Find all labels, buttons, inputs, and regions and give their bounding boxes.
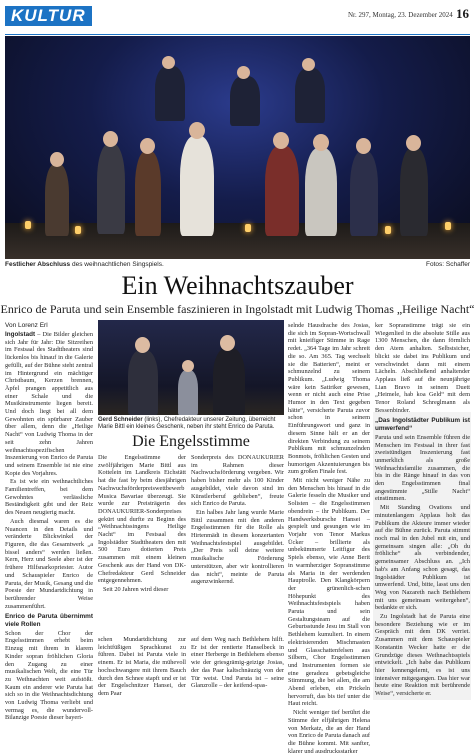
main-photo	[5, 36, 470, 259]
sidebar-headline: Die Engelsstimme	[132, 433, 250, 450]
paragraph: Mit nicht weniger Nähe zu den Menschen bis hinauf in die Galerie fesseln die Musiker und Solisten – die Engelsstimmen obendrein – ihr Publikum. Der Handwerksbursche Hansei – gespielt und gesungen wie im Vorjahr von Tenor Markus Ücker – brillierte als unbekümmerte Leitfigur des Spiels ebenso, wie Anne Berit in warmherziger Sopranstimme als Maria in der werdenden Hauptrolle. Den Klangkörpern der grünenlich-schen Höhepunkt des Weihnachtsfestspiels haben Paruta und sein Gestaltungsteam auf die Geburtsstunde Jesu im Stall von Bethlehem kumuliert. In einem elektrisierenden Mischmasten und Glasschattenfelsen aus Silbern, Chor Engelsstimmen und Instrumenten formen sie eine geradezu gebetsgleiche Stimmung, die bei allen, die am Abend erleben, ein Prickeln hervorruft, das bis tief unter die Haut reicht.	[288, 477, 370, 708]
lantern	[445, 222, 451, 230]
article-column-2	[98, 636, 186, 700]
paragraph: Sonderpreis des DONAUKURIER im Rahmen dieser Nachwuchsförderung vergeben. Wir haben bisher mehr als 100 Kinder ausgebildet, viele davon sind im Künstlerberuf geblieben“, freute sich Enrico de Paruta.	[191, 454, 284, 508]
paragraph: Seit 20 Jahren wird dieser	[103, 585, 169, 593]
paragraph: auf dem Weg nach Bethlehem hilft. Er ist der rentierte Hanselbeck in einer Herberge in Bethlehem ebenso wie der griesgrämig-geizige Josias, der das Paar kaltschnäuzig von der Tür weist. Und Paruta ist – seine Glanzrolle – der keifend-spas-	[191, 636, 284, 690]
paragraph: Die Engelsstimme der zwölfjährigen Marie Bittl aus Kottelein im Landkreis Eichstätt hat die fast by beim diesjährigen Nachwuchsförderpreiswettbewerb Musica Bavariae überzeugt. Sie wurde zur Preisträgerin des DONAUKURIER-Sonderpreises gekürt und durfte zu Beginn des „Weihnachtssingens Heilige Nacht“ im Festsaal des Ingolstädter Stadttheaters den mit 500 Euro dotierten Preis zusammen mit einem kleinen Geschenk aus der Hand von DK-Chefredakteur Gerd Schneider entgegennehmen.	[98, 454, 186, 585]
performer-figure	[97, 144, 125, 234]
person-figure	[213, 348, 245, 415]
paragraph: Nicht weniger tief berührt die Stimme der elfjährigen Helena von Merkatz, die an der Hand von Enrico de Paruta danach auf die Bühne kommt. Mit sanfter, klarer und ausdrucksstarker	[288, 709, 371, 755]
sidebar-column-2	[191, 454, 284, 634]
paragraph: – Die Bilder gleichen sich Jahr für Jahr: Die Sitzreihen im Festsaal des Stadttheaters sind lückenlos bis hinauf in die Galerie gefüllt, auf der Bühne steht zentral im Hintergrund ein mächtiger Christbaum, Kerzen brennen, Äpfel prangen appetitlich aus einer Schale und die Musikinstrumente liegen bereit. Und doch liegt bei all dem Gewohnten ein spürbarer Zauber über allem, denn die „Heilige Nacht“ von Ludwig Thoma in der seit zehn Jahren weihnachtsspezifischen Inszenierung von Enrico de Paruta und seinem Ensemble ist nie eine Kopie des Vorjahres.	[5, 331, 93, 477]
caption-text: (links), Chefredakteur unserer Zeitung, überreicht Marie Bittl ein kleines Geschenk, neben ihr steht Enrico de Paruta.	[98, 417, 276, 430]
issue-line: Nr. 297, Montag, 23. Dezember 2024	[348, 11, 453, 19]
article-column-3	[191, 636, 284, 700]
performer-figure	[180, 136, 214, 236]
person-head	[135, 337, 150, 353]
performer-figure	[400, 148, 428, 236]
performer-figure	[350, 151, 378, 236]
article-column-5	[375, 322, 470, 700]
musician-figure	[295, 68, 325, 123]
author-byline: Von Lorenz Erl	[5, 322, 48, 329]
person-head	[220, 335, 235, 351]
caption-text: des weihnachtlichen Singspiels.	[71, 261, 164, 268]
paragraph: Schon der Chor der Engelsstimmen erhebt beim Einzug mit ihrem in klarem Kinder sopran fröhlichen Gloria den Zugang zu einer musikalischen Welt, die eine Tür zu Weihnachten weit aufstößt. Kaum ein anderer wie Paruta hat sich so in die Weihnachtsdichtung von Ludwig Thoma verliebt und vermag es, die wundervoll-Bilanzige Poesie dieser bayeri-	[5, 629, 93, 722]
page-header	[0, 0, 475, 34]
article-headline: Ein Weihnachtszauber	[121, 271, 354, 300]
paragraph: ker Sopranstimme trägt sie ein Wiegenlied in die absolute Stille aus 1300 Menschen, die dann förmlich den Atem anhalten. Selbstsicher, blickt sie dabei ins Publikum und verschwindet dann mit einem Lächeln. Abschließend anhaltender Applaus ließ auf die neunjährige Lian Bravo in seinem Duett „Heimele, hab koa Geld“ mit dem Tenor Roland Schreglmann als Bessenbinder.	[375, 322, 470, 414]
dateline: Ingolstadt	[5, 331, 36, 338]
main-photo-caption	[5, 261, 470, 268]
paragraph: Es ist wie ein weihnachtliches Familientreffen, bei dem Gewohntes verlässliche Beständigkeit gibt und der Reiz des Neuen neugierig macht.	[5, 478, 93, 517]
caption-lead: Festlicher Abschluss	[5, 261, 71, 268]
musician-head	[237, 66, 250, 79]
performer-head	[140, 138, 155, 154]
subheading: „Das Ingolstädter Publikum ist umwerfend“	[375, 417, 470, 433]
paragraph: schen Mundartdichtung zur leichtfüßigen Sprachkunst zu führen. Dabei ist Paruta viele in einem. Er ist Maria, die mühevoll hochschwangere mit ihrem Bauch durch den Schnee stapft und er ist der Engelschnitzer Hansei, der dem Paar	[98, 636, 186, 697]
musician-head	[162, 56, 175, 69]
caption-lead: Gerd Schneider	[98, 417, 143, 423]
article-column-1	[5, 331, 93, 722]
paragraph: Zu Ingolstadt hat de Paruta eine besondere Beziehung wie er im Gespräch mit dem DK verriet. Zusammen mit dem Schauspieler Konstantin Wecker hatte er die Grundzüge dieses Weihnachtsspiels entwickelt. „Ich habe das Publikum hier kennengelernt, es ist uns intensiver mitgegangen. Das hier war heute eine Reaktion mit berührende Weise“, versicherte er.	[375, 613, 470, 698]
person-head	[182, 360, 194, 372]
performer-head	[356, 138, 371, 154]
page-number: 16	[456, 6, 469, 21]
performer-figure	[265, 146, 299, 236]
performer-head	[406, 135, 421, 151]
performer-head	[189, 122, 205, 139]
performer-head	[50, 152, 64, 167]
photo-credit: Fotos: Schaffer	[426, 261, 470, 268]
musician-head	[302, 58, 315, 71]
performer-figure	[305, 148, 337, 236]
award-photo	[98, 320, 284, 415]
paragraph: selnde Hausdrache des Josias, die sich im Sopran-Wortschwall mit knieifiger Stimme in Rage redet. „364 Tage im Jahr schreit die so. Am 365. Tag wechselt sie die Batterien“, meint er schmunzelnd zu seinem Publikum. „Ludwig Thoma wäre kein Satiriker gewesen, wenn er nicht auch eine Prise Humor in den Text gegeben hätte“, versicherte Paruta zuvor schon in seinem Einführungswort und ganz in diesem Sinne hält er an der direkten Verbindung zu seinem Publikum mit schmunzelnden Bonmots, fröhlichen Gesten und humorigen Akzentuierungen bis zum großen Finale fest.	[288, 322, 370, 476]
performer-figure	[135, 151, 161, 236]
paragraph: Auch diesmal waren es die Nuancen in den Details und veränderte Blickwinkel der Figuren, die das Gesamtwerk „a bissel anders“ werden ließen. Kern, Herz und Seele aber ist der frühere Hilfsnarkopriester. Autor und Schauspieler Enrico de Paruta, der Musik, Gesang und die Poesie der Mundartdichtung in berührender Weise zusammenführt.	[5, 517, 93, 610]
performer-figure	[45, 164, 69, 236]
lantern	[385, 226, 391, 234]
article-column-4	[288, 322, 371, 755]
person-figure	[128, 350, 158, 415]
paragraph: Ein halbes Jahr lang wurde Marie Bittl zusammen mit den anderen Engelsstimmen für die Rolle als Hirtenmädi in diesem konzertanten Weihnachtsfestspiel ausgebildet. „Der Preis soll deine weitere musikalische Förderung unterstützen, aber wir kontrollieren das nicht“, meinte de Paruta augenzwinkernd.	[191, 508, 284, 586]
lantern	[75, 226, 81, 234]
musician-figure	[230, 76, 260, 126]
performer-head	[103, 131, 118, 147]
award-photo-caption	[98, 417, 284, 431]
header-rule	[5, 34, 470, 35]
subheading: Enrico de Paruta übernimmt viele Rollen	[5, 613, 93, 629]
lantern	[245, 224, 251, 232]
performer-head	[313, 134, 329, 151]
musician-figure	[155, 66, 185, 121]
person-figure	[178, 370, 198, 415]
paragraph: Paruta und sein Ensemble führen die Menschen im Festsaal in ihrer fast zweistündigen Inszenierung fast unmerklich als große Weihnachtsfamilie zusammen, die bis in die Ränge hinauf in das von den Engelsstimmen final angestimmte „Stille Nacht“ einstimmen.	[375, 433, 470, 503]
article-subheadline: Enrico de Paruta und sein Ensemble faszinieren in Ingolstadt mit Ludwig Thomas „Heilige Nacht“	[0, 302, 475, 316]
lantern	[25, 221, 31, 229]
paragraph: Mit Standing Ovations und minutenlangem Applaus holt das Publikum die Akteure immer wieder auf die Bühne zurück. Paruta stimmt noch mal in den Jubel mit ein, und gemeinsam singen alle: „Oh du fröhliche“ als verbindender, gemeinsamer Abschluss an. „Ich hab's am Anfang schon gesagt, das Ingolstädter Publikum ist umwerfend. Und, bitte, lasst uns den Weg von Nazareth nach Bethlehem mit uns gemeinsam weitergehen“, bedankte er sich.	[375, 504, 470, 612]
section-label: KULTUR	[5, 6, 92, 26]
performer-head	[273, 132, 289, 149]
